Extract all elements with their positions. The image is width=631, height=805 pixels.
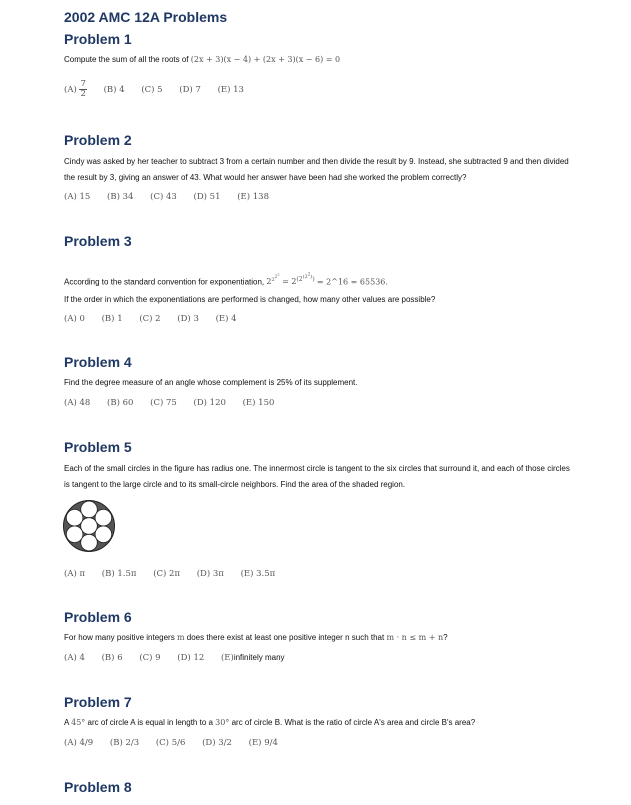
choice-a: (A) 4/9 (64, 738, 94, 748)
problem-2-heading: Problem 2 (64, 132, 132, 148)
choice-d: (D) 51 (193, 192, 221, 202)
problem-4-choices (64, 398, 288, 408)
choice-a: (A) 48 (64, 398, 91, 408)
choice-c: (C) 5/6 (155, 738, 186, 748)
choice-b: (B) 4 (103, 85, 125, 95)
choice-d: (D) 3/2 (202, 738, 232, 748)
problem-5-heading: Problem 5 (64, 439, 132, 455)
choice-e: (E) 9/4 (248, 738, 278, 748)
choice-a: (A) 4 (64, 653, 85, 663)
problem-6-choices (64, 653, 299, 663)
choice-d: (D) 7 (179, 85, 201, 95)
problem-1-text: Compute the sum of all the roots of (64, 55, 191, 64)
shaded-circles-diagram (62, 499, 116, 553)
power-tower-expression: $2^{2^{2^2}} = 2^{(2^{(2^2)})}$ (266, 271, 315, 287)
choice-a: (A) 0 (64, 314, 85, 324)
problem-2-statement: Cindy was asked by her teacher to subtract 3 from a certain number and then divide the result by 9. Instead, she subtracted 9 and then divided the result by 3, giving an answer of 43. What would her answer have been had she worked the problem correctly? (64, 157, 569, 182)
corner-watermark-stamp (597, 0, 631, 15)
problem-3-question: If the order in which the exponentiations are performed is changed, how many other values are possible? (64, 295, 436, 304)
choice-d: (D) 3π (196, 569, 224, 579)
choice-e: (E) 4 (215, 314, 237, 324)
problem-5-choices (64, 569, 289, 579)
choice-c: (C) 2 (139, 314, 161, 324)
problem-2-choices (64, 192, 283, 202)
circles-figure (62, 499, 116, 558)
problem-1-statement (64, 52, 574, 68)
fraction: $\frac{7}{2}$ (80, 79, 86, 99)
problem-8-heading: Problem 8 (64, 779, 132, 795)
problem-3-statement (64, 266, 574, 290)
choice-c: (C) 2π (153, 569, 181, 579)
choice-e: (E)infinitely many (220, 653, 285, 663)
problem-1-heading: Problem 1 (64, 31, 132, 47)
choice-e: (E) 13 (217, 85, 244, 95)
problem-1-equation: (2x + 3)(x − 4) + (2x + 3)(x − 6) = 0 (190, 55, 341, 64)
choice-b: (B) 6 (101, 653, 123, 663)
choice-b: (B) 1 (101, 314, 123, 324)
page-title: 2002 AMC 12A Problems (64, 9, 228, 25)
problem-7-choices (64, 738, 292, 748)
problem-6-heading: Problem 6 (64, 609, 132, 625)
problem-7-statement: A 45° arc of circle A is equal in length to a 30° arc of circle B. What is the ratio of circle A's area and circle B's area? (64, 718, 476, 727)
choice-d: (D) 12 (177, 653, 205, 663)
problem-6-statement: For how many positive integers m does there exist at least one positive integer n such that m · n ≤ m + n? (64, 633, 448, 642)
choice-c: (C) 75 (150, 398, 177, 408)
choice-c: (C) 43 (150, 192, 177, 202)
problem-1-choices (64, 80, 258, 99)
choice-c: (C) 9 (139, 653, 161, 663)
problem-3-heading: Problem 3 (64, 233, 132, 249)
choice-e: (E) 3.5π (240, 569, 276, 579)
choice-b: (B) 2/3 (109, 738, 140, 748)
choice-b: (B) 34 (107, 192, 134, 202)
problem-5-statement: Each of the small circles in the figure has radius one. The innermost circle is tangent to the six circles that surround it, and each of those circles is tangent to the large circle and to its small-circle neighbors. Find the area of the shaded region. (64, 464, 570, 489)
problem-4-heading: Problem 4 (64, 354, 132, 370)
choice-a: (A) π (64, 569, 86, 579)
problem-3-text: According to the standard convention for exponentiation, (64, 277, 265, 287)
choice-d: (D) 3 (177, 314, 199, 324)
problem-7-heading: Problem 7 (64, 694, 132, 710)
problem-3-choices (64, 314, 251, 324)
choice-e: (E) 138 (237, 192, 269, 202)
choice-d: (D) 120 (193, 398, 226, 408)
choice-e: (E) 150 (242, 398, 275, 408)
problem-4-statement: Find the degree measure of an angle whose complement is 25% of its supplement. (64, 378, 358, 387)
problem-3-equation: = 2^16 = 65536. (316, 277, 388, 287)
choice-a: (A) $\frac{7}{2}$ (64, 79, 86, 99)
choice-a: (A) 15 (64, 192, 91, 202)
choice-b: (B) 1.5π (101, 569, 137, 579)
choice-b: (B) 60 (107, 398, 134, 408)
choice-c: (C) 5 (141, 85, 163, 95)
